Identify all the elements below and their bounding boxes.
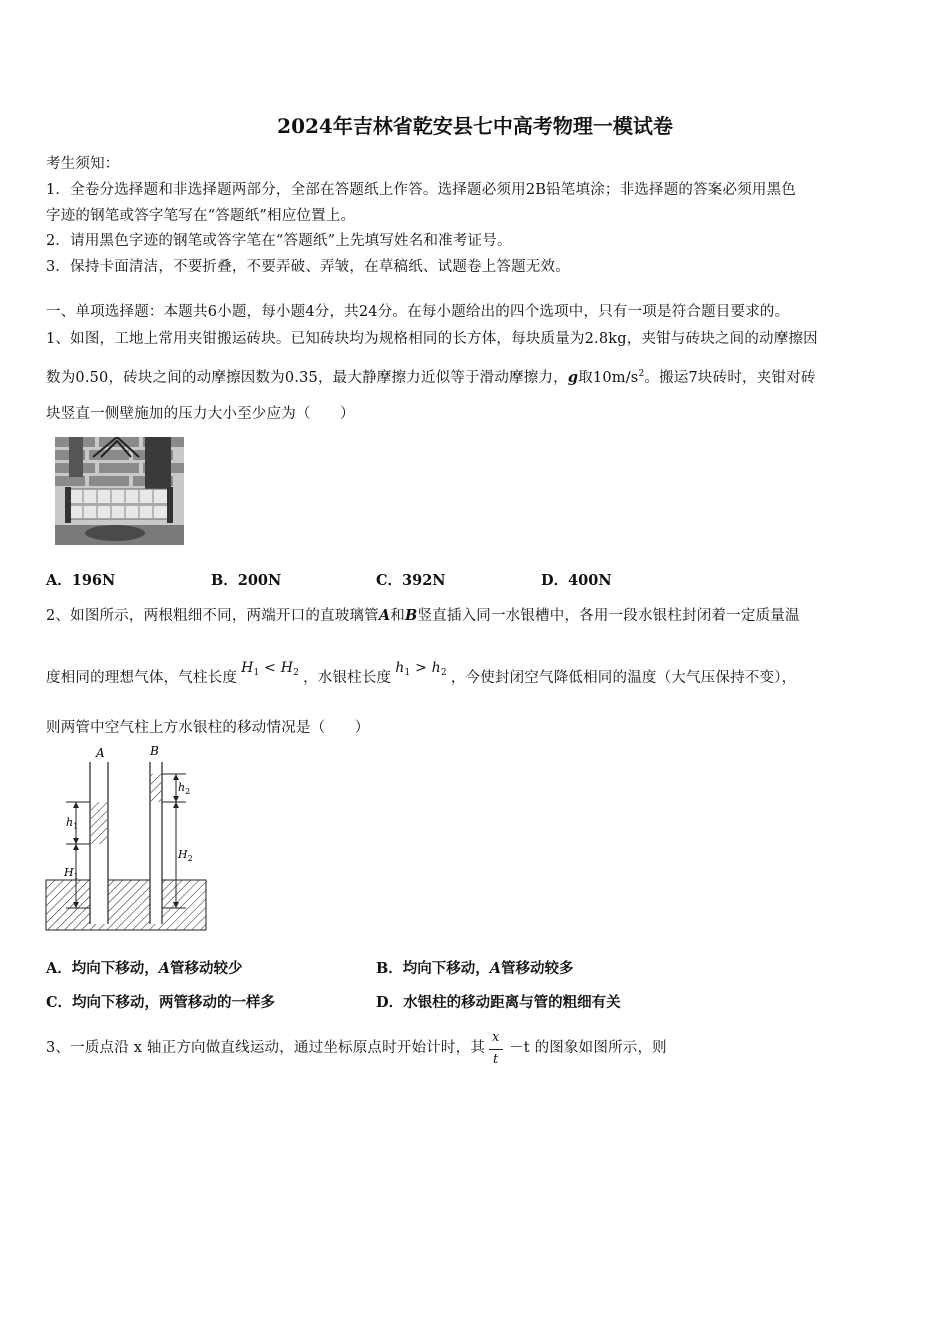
q3-frac-denominator: t [493, 1052, 499, 1067]
q2-option-a[interactable] [46, 957, 243, 978]
q2-option-a-tube: A [158, 960, 171, 977]
q2-tube-diagram [40, 742, 210, 934]
q1-sup: 2 [638, 369, 645, 380]
label-h2-sub: 2 [185, 787, 191, 796]
label-h1-main: h [66, 816, 74, 829]
q2-math-1 [241, 660, 299, 676]
q2-math-2 [395, 660, 447, 676]
q2-line-2c: ，今使封闭空气降低相同的温度（大气压保持不变）， [450, 670, 797, 686]
math-gt: > [410, 660, 432, 676]
q2-option-b-text: B．均向下移动， [376, 960, 490, 977]
label-H2 [177, 848, 193, 863]
math-h2: h [431, 660, 441, 676]
math-H2: H [280, 660, 294, 676]
section-heading: 一、单项选择题：本题共6小题，每小题4分，共24分。在每小题给出的四个选项中，只有一项是符合题目要求的。 [46, 304, 790, 320]
q2-and: 和 [390, 608, 405, 624]
q2-option-b[interactable] [376, 957, 574, 978]
q1-line-2b: 取10m/s [578, 370, 639, 386]
math-H2-sub: 2 [293, 668, 300, 678]
math-H1: H [241, 660, 254, 676]
q1-line-2 [46, 366, 816, 387]
q2-tube-a: A [378, 607, 391, 624]
notice-item-2: 2．请用黑色字迹的钢笔或答字笔在“答题纸”上先填写姓名和准考证号。 [46, 233, 512, 249]
q1-option-d[interactable]: D．400N [541, 572, 612, 589]
q2-tube-b: B [404, 607, 418, 624]
math-h1-sub: 1 [404, 668, 411, 678]
q2-option-b-tube: A [489, 960, 502, 977]
q1-g-symbol: g [567, 369, 579, 386]
q1-option-c[interactable]: C．392N [376, 572, 446, 589]
q1-line-2c: 。搬运7块砖时，夹钳对砖 [644, 370, 816, 386]
label-a: A [96, 746, 105, 760]
q1-line-1: 1、如图，工地上常用夹钳搬运砖块。已知砖块均为规格相同的长方体，每块质量为2.8kg，夹钳与砖块之间的动摩擦因 [46, 331, 818, 347]
math-H1-sub: 1 [253, 668, 260, 678]
notice-item-1-cont: 字迹的钢笔或答字笔写在“答题纸”相应位置上。 [46, 208, 356, 224]
q1-option-a[interactable]: A．196N [46, 572, 116, 589]
q2-line-3: 则两管中空气柱上方水银柱的移动情况是（ ） [46, 720, 370, 736]
q1-line-2a: 数为0.50，砖块之间的动摩擦因数为0.35，最大静摩擦力近似等于滑动摩擦力， [46, 370, 568, 386]
q2-option-b-rest: 管移动较多 [501, 960, 574, 977]
q2-line-1a: 2、如图所示，两根粗细不同，两端开口的直玻璃管 [46, 608, 379, 624]
math-lt: < [259, 660, 281, 676]
q1-line-3: 块竖直一侧壁施加的压力大小至少应为（ ） [46, 406, 355, 422]
tube-a-mercury [91, 802, 107, 844]
page-title: 2024年吉林省乾安县七中高考物理一模试卷 [277, 114, 673, 138]
q3-line-1a: 3、一质点沿 x 轴正方向做直线运动，通过坐标原点时开始计时，其 [46, 1040, 486, 1056]
q3-fraction [489, 1030, 505, 1070]
q1-brick-photo [55, 437, 184, 545]
q2-option-d[interactable]: D．水银柱的移动距离与管的粗细有关 [376, 994, 621, 1011]
label-h1-sub: 1 [73, 822, 79, 831]
q1-option-b[interactable]: B．200N [211, 572, 282, 589]
q3-frac-numerator: x [492, 1030, 500, 1045]
notice-item-3: 3．保持卡面清洁，不要折叠，不要弄破、弄皱，在草稿纸、试题卷上答题无效。 [46, 259, 570, 275]
math-h1: h [395, 660, 405, 676]
label-h2-main: h [178, 781, 186, 794]
mercury-trough [46, 880, 206, 930]
q2-line-2b: ，水银柱长度 [303, 670, 392, 686]
label-h2 [178, 781, 190, 796]
q3-line-1b: －t 的图象如图所示，则 [509, 1040, 667, 1056]
notice-item-1: 1．全卷分选择题和非选择题两部分，全部在答题纸上作答。选择题必须用2B铅笔填涂；非选择题的答案必须用黑色 [46, 182, 797, 198]
q3-frac-bar [489, 1049, 503, 1050]
notice-heading: 考生须知： [46, 156, 120, 172]
q3-line-1 [46, 1030, 667, 1070]
q2-line-1b: 竖直插入同一水银槽中，各用一段水银柱封闭着一定质量温 [417, 608, 800, 624]
q2-option-a-rest: 管移动较少 [170, 960, 243, 977]
q2-line-1 [46, 604, 800, 625]
tube-b-mercury [151, 774, 161, 802]
label-H2-sub: 2 [187, 854, 193, 863]
label-H1-sub: 1 [73, 872, 79, 881]
math-h2-sub: 2 [440, 668, 447, 678]
q2-line-2a: 度相同的理想气体，气柱长度 [46, 670, 238, 686]
q2-option-c[interactable]: C．均向下移动，两管移动的一样多 [46, 994, 276, 1011]
q2-option-a-text: A．均向下移动， [46, 960, 159, 977]
label-b: B [150, 744, 159, 758]
label-H1-main: H [64, 866, 74, 879]
q2-line-2 [46, 660, 797, 688]
label-H2-main: H [178, 848, 188, 861]
